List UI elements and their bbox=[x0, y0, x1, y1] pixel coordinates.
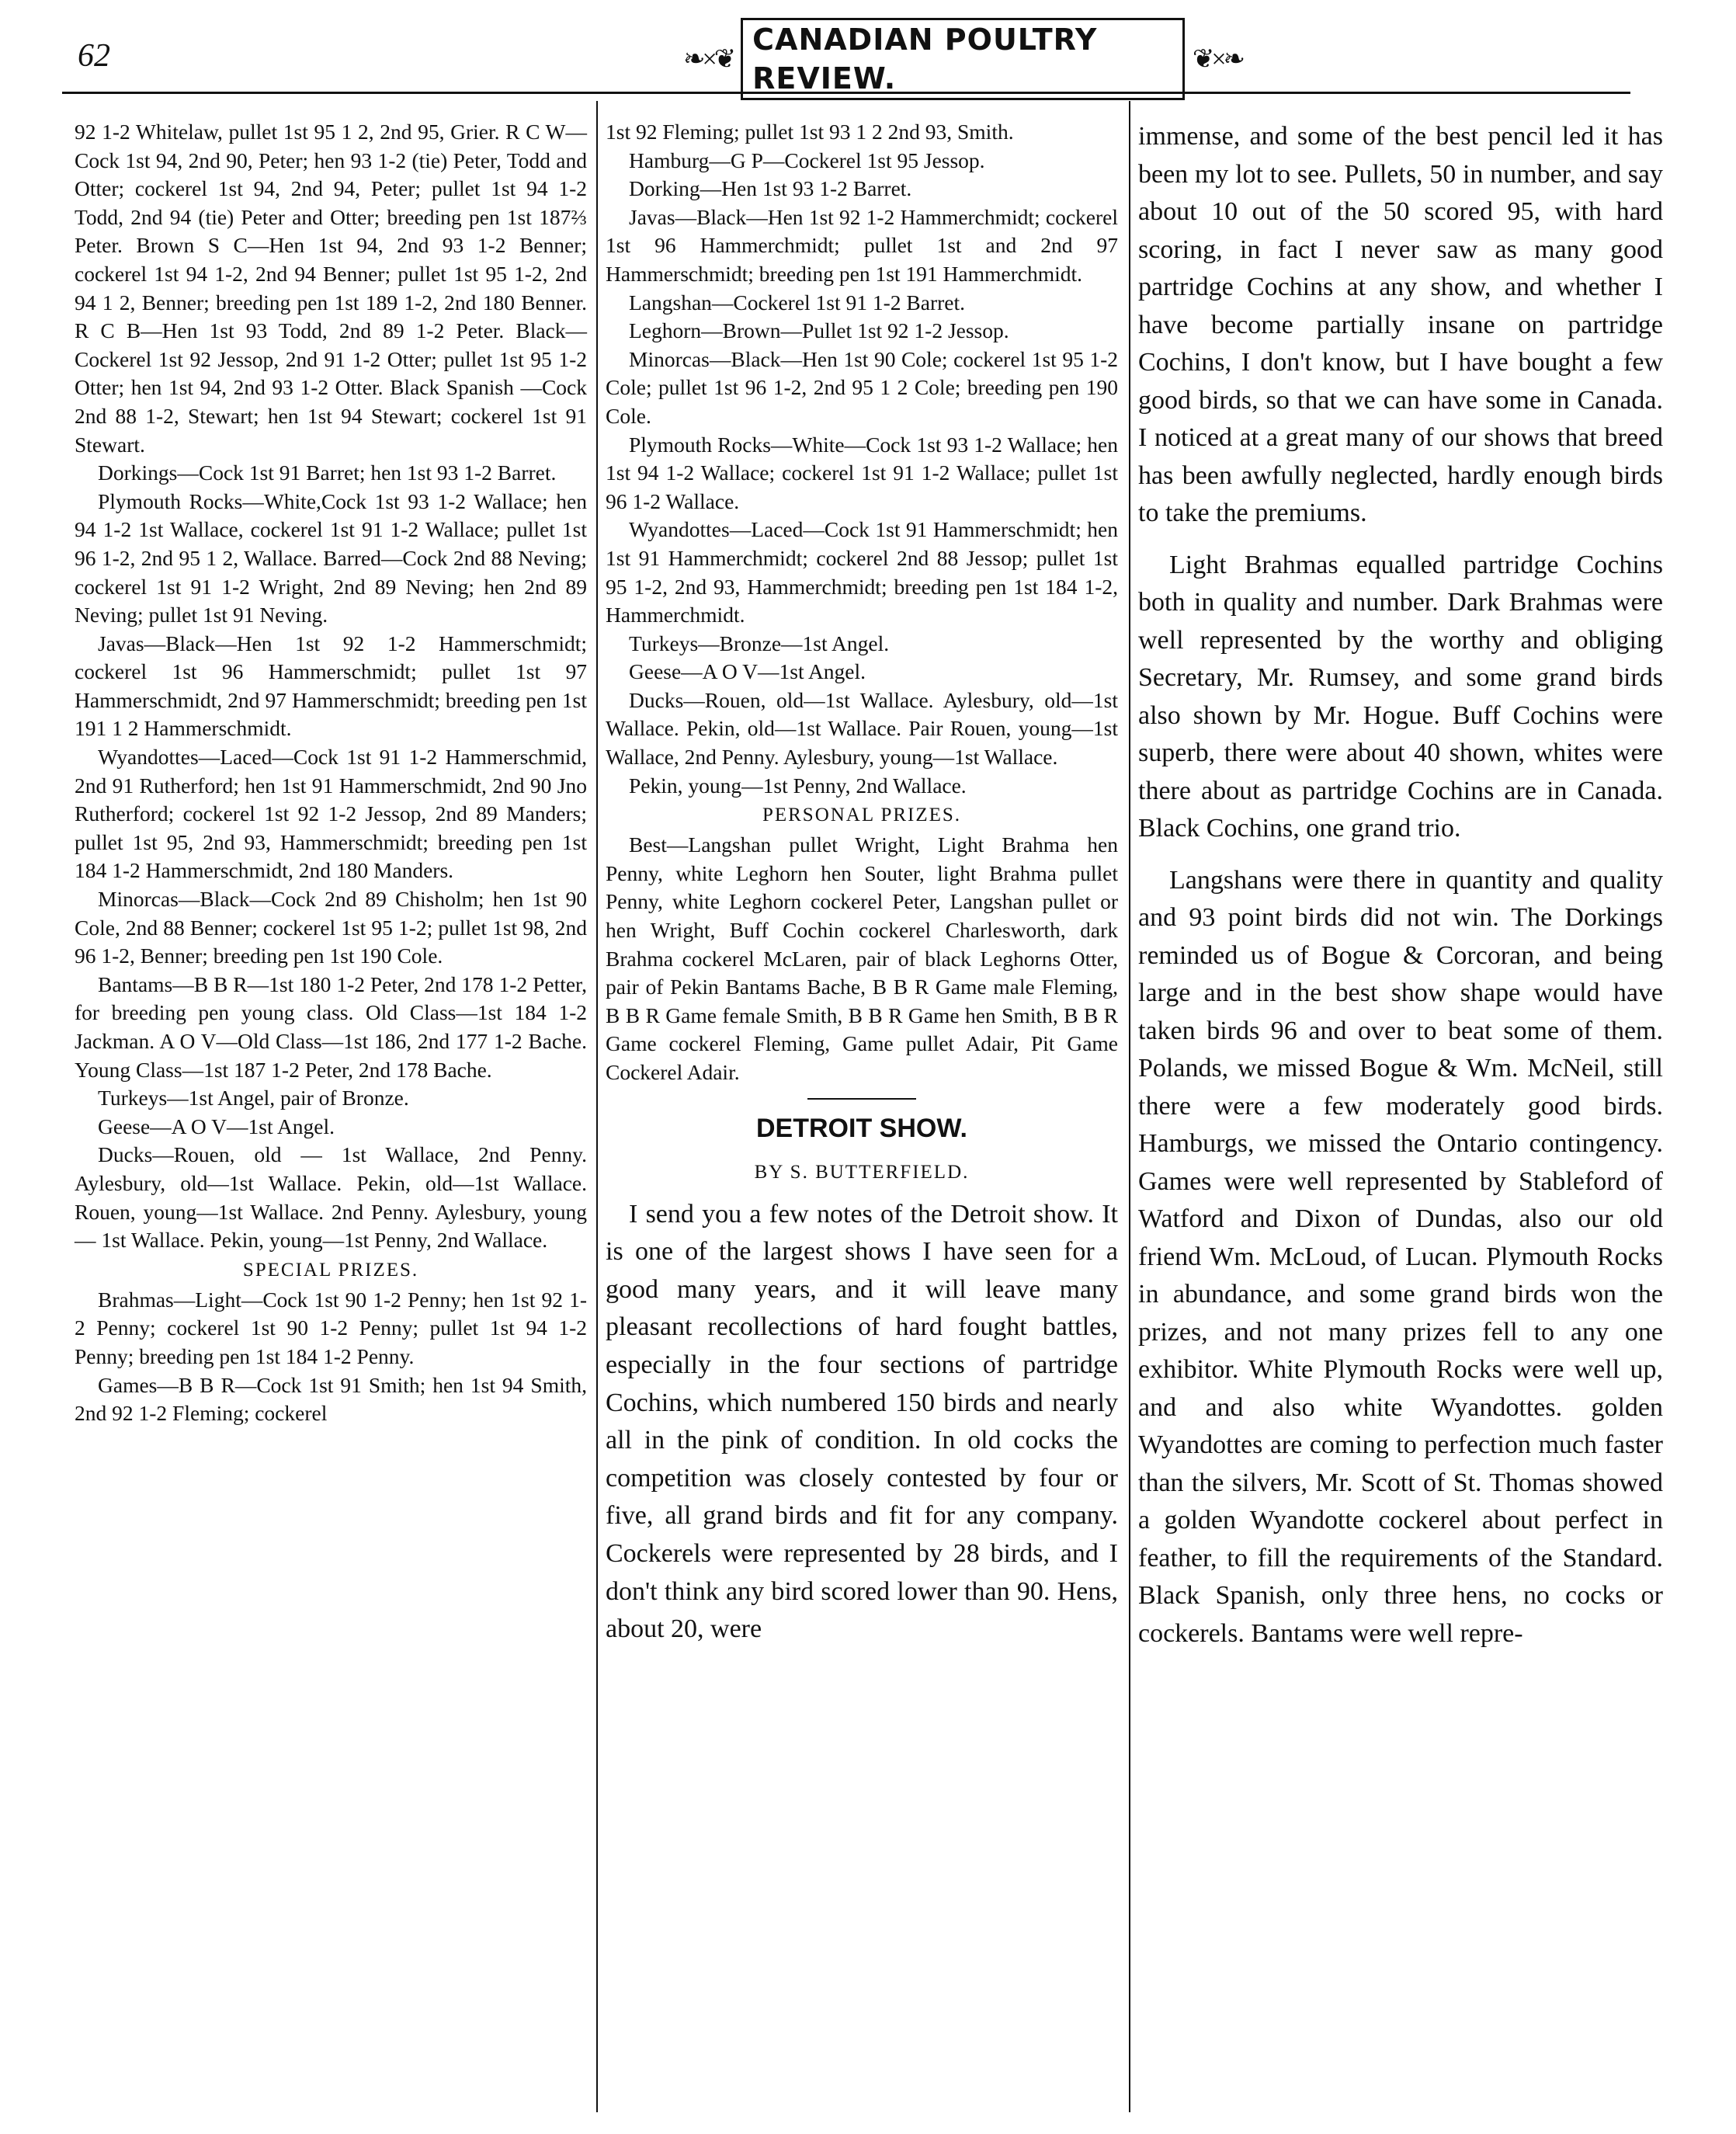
results-paragraph: Langshan—Cockerel 1st 91 1-2 Barret. bbox=[629, 290, 966, 315]
column-divider-left bbox=[596, 101, 598, 2112]
article-separator-rule bbox=[807, 1098, 916, 1100]
special-prizes-heading: SPECIAL PRIZES. bbox=[242, 1259, 419, 1281]
special-prize-paragraph: Brahmas—Light—Cock 1st 90 1-2 Penny; hen 1st 92 1-2 Penny; cockerel 1st 90 1-2 Penny; pullet 1st 94 1-2 Penny; breeding pen 1st 184 1-2 Penny. bbox=[75, 1287, 587, 1368]
ornament-right-icon: ❦×❧ bbox=[1192, 45, 1242, 74]
results-paragraph: 92 1-2 Whitelaw, pullet 1st 95 1 2, 2nd 95, Grier. R C W—Cock 1st 94, 2nd 90, Peter; hen 93 1-2 (tie) Peter, Todd and Otter; cockerel 1st 94, 2nd 94, Peter; pullet 1st 94 1-2 Todd, 2nd 94 (tie) Peter and Otter; breeding pen 1st 187⅔ Peter. Brown S C—Hen 1st 94, 2nd 93 1-2 Benner; cockerel 1st 94 1-2, 2nd 94 Benner; pullet 1st 95 1-2, 2nd 94 1 2, Benner; breeding pen 1st 189 1-2, 2nd 180 Benner. R C B—Hen 1st 93 Todd, 2nd 89 1-2 Peter. Black—Cockerel 1st 92 Jessop, 2nd 91 1-2 Otter; pullet 1st 95 1-2 Otter; hen 1st 94, 2nd 93 1-2 Otter. Black Spanish —Cock 2nd 88 1-2, Stewart; hen 1st 94 Stewart; cockerel 1st 91 Stewart. bbox=[75, 120, 587, 457]
special-prize-paragraph: Games—B B R—Cock 1st 91 Smith; hen 1st 94 Smith, 2nd 92 1-2 Fleming; cockerel bbox=[75, 1372, 587, 1426]
results-paragraph: Ducks—Rouen, old—1st Wallace. Aylesbury, old—1st Wallace. Pekin, old—1st Wallace. Pair Rouen, young—1st Wallace, 2nd Penny. Aylesbury, young—1st Wallace. bbox=[606, 687, 1118, 770]
results-paragraph: Leghorn—Brown—Pullet 1st 92 1-2 Jessop. bbox=[629, 318, 1009, 343]
results-paragraph: Wyandottes—Laced—Cock 1st 91 1-2 Hammerschmid, 2nd 91 Rutherford; hen 1st 91 Hammerschmidt, 2nd 90 Jno Rutherford; cockerel 1st 92 1-2 Jessop, 2nd 89 Manders; pullet 1st 95, 2nd 93, Hammerschmidt; breeding pen 1st 184 1-2 Hammerschmidt, 2nd 180 Manders. bbox=[75, 745, 587, 883]
results-paragraph: Minorcas—Black—Cock 2nd 89 Chisholm; hen 1st 90 Cole, 2nd 88 Benner; cockerel 1st 95 1-2; pullet 1st 98, 2nd 96 1-2, Benner; breeding pen 1st 190 Cole. bbox=[75, 887, 587, 968]
article-body-paragraph: Light Brahmas equalled partridge Cochins both in quality and number. Dark Brahmas were well represented by the worthy and obliging Secretary, Mr. Rumsey, and some grand birds also shown by Mr. Hogue. Buff Cochins were superb, there were about 40 shown, whites were there about as partridge Cochins are in Canada. Black Cochins, one grand trio. bbox=[1138, 550, 1663, 843]
results-paragraph: Turkeys—1st Angel, pair of Bronze. bbox=[98, 1086, 409, 1110]
article-body-paragraph: immense, and some of the best pencil led it has been my lot to see. Pullets, 50 in number, and say about 10 out of the 50 scored 95, with hard scoring, in fact I never saw as many good partridge Cochins at any show, and whether I have become partially insane on partridge Cochins, I don't know, but I have bought a few good birds, so that we can have some in Canada. I noticed at a great many of our shows that breed has been awfully neglected, hardly enough birds to take the premiums. bbox=[1138, 122, 1663, 527]
results-paragraph: Plymouth Rocks—White—Cock 1st 93 1-2 Wallace; hen 1st 94 1-2 Wallace; cockerel 1st 91 1-2 Wallace; pullet 1st 96 1-2 Wallace. bbox=[606, 432, 1118, 513]
results-paragraph: Geese—A O V—1st Angel. bbox=[629, 659, 866, 684]
results-paragraph: 1st 92 Fleming; pullet 1st 93 1 2 2nd 93, Smith. bbox=[606, 120, 1014, 144]
middle-column bbox=[606, 118, 1118, 1649]
results-paragraph: Minorcas—Black—Hen 1st 90 Cole; cockerel 1st 95 1-2 Cole; pullet 1st 96 1-2, 2nd 95 1 2 Cole; breeding pen 190 Cole. bbox=[606, 346, 1118, 428]
article-body-paragraph: Langshans were there in quantity and quality and 93 point birds did not win. The Dorkings reminded us of Bogue & Corcoran, and being large and in the best show shape would have taken birds 96 and over to beat some of them. Polands, we missed Bogue & Wm. McNeil, still there were a few moderately good birds. Hamburgs, we missed the Ontario contingency. Games were well represented by Stableford of Watford and Dixon of Dundas, also our old friend Wm. McLoud, of Lucan. Plymouth Rocks in abundance, and some grand birds won the prizes, and not many prizes fell to any one exhibitor. White Plymouth Rocks were well up, and and also white Wyandottes. golden Wyandottes are coming to perfection much faster than the silvers, Mr. Scott of St. Thomas showed a golden Wyandotte cockerel about perfect in feather, to fill the requirements of the Standard. Black Spanish, only three hens, no cocks or cockerels. Bantams were well repre- bbox=[1138, 865, 1663, 1648]
results-paragraph: Turkeys—Bronze—1st Angel. bbox=[629, 631, 890, 655]
article-byline: BY S. BUTTERFIELD. bbox=[754, 1161, 970, 1183]
masthead-title: CANADIAN POULTRY REVIEW. bbox=[741, 18, 1185, 100]
results-paragraph: Javas—Black—Hen 1st 92 1-2 Hammerchmidt; cockerel 1st 96 Hammerchmidt; pullet 1st and 2nd 97 Hammerschmidt; breeding pen 1st 191 Hammerchmidt. bbox=[606, 204, 1118, 286]
header-rule bbox=[62, 92, 1630, 94]
article-title: DETROIT SHOW. bbox=[756, 1113, 967, 1143]
page-header bbox=[62, 23, 1630, 96]
results-paragraph: Wyandottes—Laced—Cock 1st 91 Hammerschmidt; hen 1st 91 Hammerchmidt; cockerel 2nd 88 Jessop; pullet 1st 95 1-2, 2nd 93, Hammerchmidt; breeding pen 1st 184 1-2, Hammerchmidt. bbox=[606, 517, 1118, 627]
results-paragraph: Dorkings—Cock 1st 91 Barret; hen 1st 93 1-2 Barret. bbox=[98, 461, 557, 485]
masthead bbox=[683, 23, 1242, 96]
article-body-paragraph: I send you a few notes of the Detroit show. It is one of the largest shows I have seen for a good many years, and it will leave many pleasant recollections of hard fought battles, especially in the four sections of partridge Cochins, which numbered 150 birds and nearly all in the pink of condition. In old cocks the competition was closely contested by four or five, all grand birds and fit for any company. Cockerels were represented by 28 birds, and I don't think any bird scored lower than 90. Hens, about 20, were bbox=[606, 1199, 1118, 1644]
results-paragraph: Geese—A O V—1st Angel. bbox=[98, 1114, 335, 1138]
right-column bbox=[1138, 118, 1663, 1653]
results-paragraph: Bantams—B B R—1st 180 1-2 Peter, 2nd 178 1-2 Petter, for breeding pen young class. Old Class—1st 184 1-2 Jackman. A O V—Old Class—1st 186, 2nd 177 1-2 Bache. Young Class—1st 187 1-2 Peter, 2nd 178 Bache. bbox=[75, 971, 587, 1082]
ornament-left-icon: ❧×❦ bbox=[683, 45, 734, 74]
results-paragraph: Dorking—Hen 1st 93 1-2 Barret. bbox=[629, 176, 912, 201]
results-paragraph: Javas—Black—Hen 1st 92 1-2 Hammerschmidt; cockerel 1st 96 Hammerschmidt; pullet 1st 97 Hammerschmidt, 2nd 97 Hammerschmidt; breeding pen 1st 191 1 2 Hammerschmidt. bbox=[75, 631, 587, 741]
results-paragraph: Plymouth Rocks—White,Cock 1st 93 1-2 Wallace; hen 94 1-2 1st Wallace, cockerel 1st 91 1-2 Wallace; pullet 1st 96 1-2, 2nd 95 1 2, Wallace. Barred—Cock 2nd 88 Neving; cockerel 1st 91 1-2 Wright, 2nd 89 Neving; hen 2nd 89 Neving; pullet 1st 91 Neving. bbox=[75, 488, 587, 627]
results-paragraph: Ducks—Rouen, old — 1st Wallace, 2nd Penny. Aylesbury, old—1st Wallace. Pekin, old—1st Wallace. Rouen, young—1st Wallace. 2nd Penny. Aylesbury, young — 1st Wallace. Pekin, young—1st Penny, 2nd Wallace. bbox=[75, 1142, 587, 1253]
personal-prizes-heading: PERSONAL PRIZES. bbox=[762, 805, 962, 826]
left-column bbox=[75, 118, 587, 1428]
page-number: 62 bbox=[78, 38, 110, 74]
personal-prize-paragraph: Best—Langshan pullet Wright, Light Brahma hen Penny, white Leghorn hen Souter, light Brahma pullet Penny, white Leghorn cockerel Peter, Langshan pullet or hen Wright, Buff Cochin cockerel Charlesworth, dark Brahma cockerel McLaren, pair of black Leghorns Otter, pair of Pekin Bantams Bache, B B R Game male Fleming, B B R Game female Smith, B B R Game hen Smith, B B R Game cockerel Fleming, Game pullet Adair, Pit Game Cockerel Adair. bbox=[606, 832, 1118, 1084]
column-divider-right bbox=[1129, 101, 1130, 2112]
results-paragraph: Pekin, young—1st Penny, 2nd Wallace. bbox=[629, 773, 967, 798]
results-paragraph: Hamburg—G P—Cockerel 1st 95 Jessop. bbox=[629, 148, 985, 172]
